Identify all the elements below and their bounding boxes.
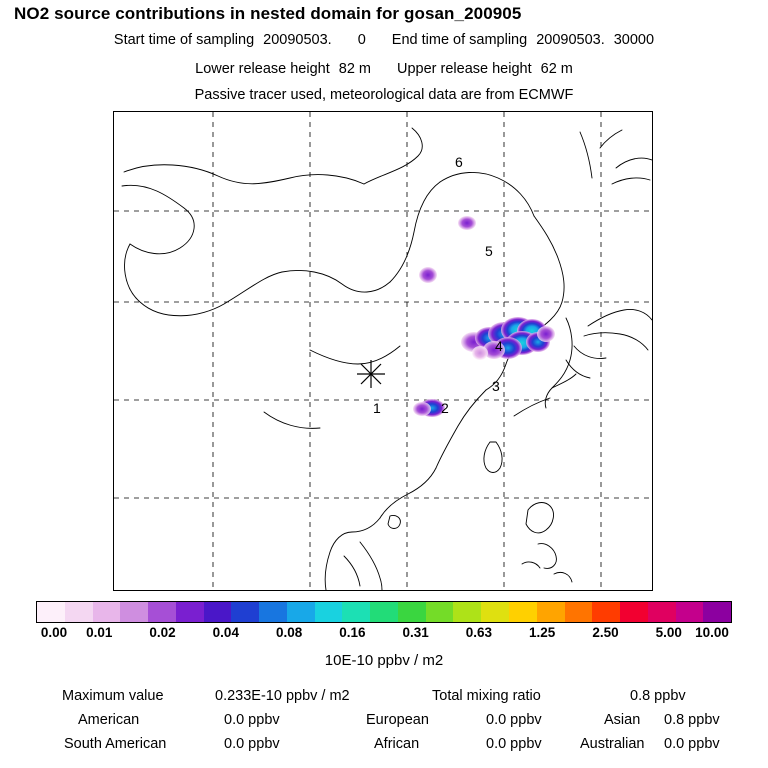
colorbar-swatch xyxy=(204,602,232,622)
colorbar-swatch xyxy=(620,602,648,622)
colorbar-unit-label: 10E-10 ppbv / m2 xyxy=(324,652,444,669)
colorbar-tick-label: 0.31 xyxy=(402,625,429,640)
european-value: 0.0 ppbv xyxy=(486,712,542,728)
colorbar-swatch xyxy=(565,602,593,622)
total-mixing-ratio-value: 0.8 ppbv xyxy=(630,688,686,704)
maximum-value-value: 0.233E-10 ppbv / m2 xyxy=(215,688,350,704)
south-american-value: 0.0 ppbv xyxy=(224,736,280,752)
colorbar-swatch xyxy=(148,602,176,622)
map-label-6: 6 xyxy=(455,154,463,170)
asian-value: 0.8 ppbv xyxy=(664,712,720,728)
sampling-time-line xyxy=(0,32,768,48)
colorbar-tick-label: 0.02 xyxy=(149,625,176,640)
colorbar-tick-label: 2.50 xyxy=(592,625,619,640)
colorbar-swatch xyxy=(481,602,509,622)
african-label: African xyxy=(374,736,420,752)
american-value: 0.0 ppbv xyxy=(224,712,280,728)
end-time-value: 30000 xyxy=(613,32,655,48)
colorbar-swatch xyxy=(370,602,398,622)
colorbar-swatch xyxy=(426,602,454,622)
colorbar-swatch xyxy=(676,602,704,622)
map-graphic xyxy=(114,112,652,590)
asian-label: Asian xyxy=(604,712,641,728)
colorbar-swatch xyxy=(703,602,731,622)
colorbar-swatch xyxy=(65,602,93,622)
colorbar-swatch xyxy=(648,602,676,622)
map-panel xyxy=(113,111,653,591)
end-date-value: 20090503. xyxy=(536,32,605,48)
colorbar-swatch xyxy=(37,602,65,622)
colorbar-tick-label: 0.00 xyxy=(40,625,68,640)
map-label-4: 4 xyxy=(495,338,503,354)
colorbar-swatch xyxy=(509,602,537,622)
colorbar-swatch xyxy=(287,602,315,622)
upper-release-value: 62 m xyxy=(540,61,573,77)
african-value: 0.0 ppbv xyxy=(486,736,542,752)
map-point-labels xyxy=(373,154,503,416)
upper-release-label: Upper release height xyxy=(397,61,532,77)
map-graticule xyxy=(114,112,652,590)
colorbar-swatch xyxy=(231,602,259,622)
start-time-label: Start time of sampling xyxy=(113,32,255,48)
colorbar-swatch xyxy=(259,602,287,622)
colorbar-swatch xyxy=(315,602,343,622)
colorbar-tick-label: 10.00 xyxy=(695,625,729,640)
south-american-label: South American xyxy=(64,736,167,752)
map-label-5: 5 xyxy=(485,243,493,259)
colorbar-swatch xyxy=(537,602,565,622)
colorbar-swatch xyxy=(120,602,148,622)
colorbar-tick-label: 1.25 xyxy=(529,625,556,640)
release-height-line xyxy=(0,61,768,77)
colorbar-tick-label: 0.04 xyxy=(212,625,239,640)
american-label: American xyxy=(78,712,140,728)
tracer-note: Passive tracer used, meteorological data are from ECMWF xyxy=(194,87,574,103)
map-label-2: 2 xyxy=(441,400,449,416)
colorbar-swatch xyxy=(398,602,426,622)
colorbar-tick-label: 5.00 xyxy=(655,625,682,640)
colorbar-swatch xyxy=(592,602,620,622)
page-title: NO2 source contributions in nested domain for gosan_200905 xyxy=(14,4,522,23)
map-label-3: 3 xyxy=(492,378,500,394)
colorbar-swatch xyxy=(342,602,370,622)
plume-overlay xyxy=(413,216,555,417)
start-time-value: 0 xyxy=(357,32,366,48)
colorbar-swatch xyxy=(176,602,204,622)
coastlines xyxy=(122,128,652,590)
colorbar-swatch xyxy=(453,602,481,622)
colorbar-tick-label: 0.63 xyxy=(465,625,493,640)
end-time-label: End time of sampling xyxy=(391,32,528,48)
colorbar-tick-label: 0.01 xyxy=(86,625,113,640)
colorbar-swatch xyxy=(93,602,121,622)
map-label-1: 1 xyxy=(373,400,381,416)
release-site-star xyxy=(357,360,385,388)
lower-release-value: 82 m xyxy=(338,61,371,77)
total-mixing-ratio-label: Total mixing ratio xyxy=(432,688,541,704)
european-label: European xyxy=(366,712,429,728)
colorbar xyxy=(36,601,732,623)
australian-value: 0.0 ppbv xyxy=(664,736,720,752)
colorbar-tick-labels xyxy=(0,625,768,641)
maximum-value-label: Maximum value xyxy=(62,688,164,704)
colorbar-tick-label: 0.08 xyxy=(275,625,303,640)
colorbar-tick-label: 0.16 xyxy=(339,625,366,640)
start-date-value: 20090503. xyxy=(263,32,332,48)
australian-label: Australian xyxy=(580,736,645,752)
lower-release-label: Lower release height xyxy=(195,61,330,77)
